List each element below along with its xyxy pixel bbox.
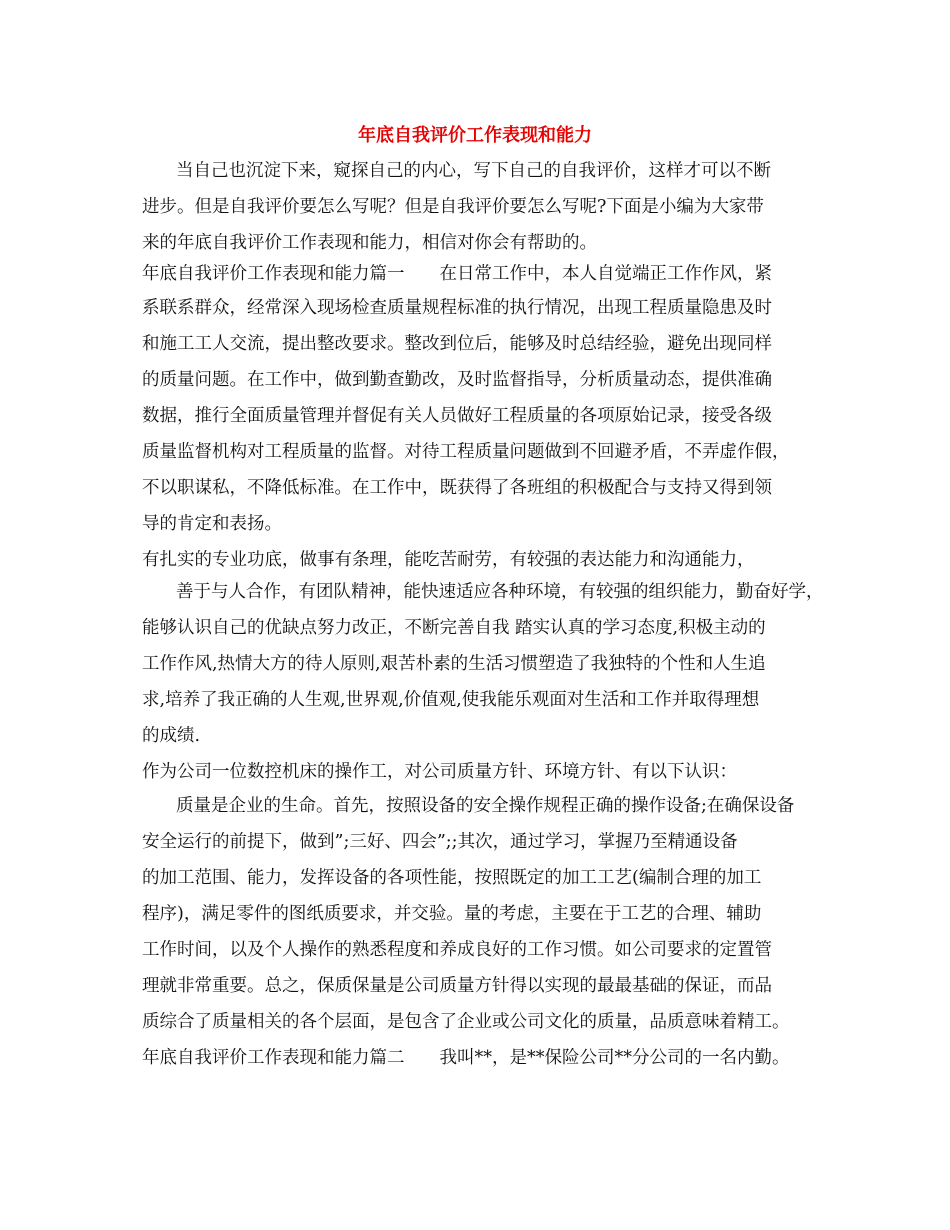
body-line: 当自己也沉淀下来，窥探自己的内心，写下自己的自我评价，这样才可以不断 <box>176 161 771 181</box>
body-line: 和施工工人交流，提出整改要求。整改到位后，能够及时总结经验，避免出现同样 <box>142 334 772 354</box>
body-line: 年底自我评价工作表现和能力篇一 在日常工作中，本人自觉端正工作作风，紧 <box>142 264 772 284</box>
body-line: 质量监督机构对工程质量的监督。对待工程质量问题做到不回避矛盾，不弄虚作假， <box>142 442 790 462</box>
body-line: 有扎实的专业功底，做事有条理，能吃苦耐劳，有较强的表达能力和沟通能力， <box>142 550 755 570</box>
body-line: 系联系群众，经常深入现场检查质量规程标准的执行情况，出现工程质量隐患及时 <box>142 298 772 318</box>
body-line: 的质量问题。在工作中，做到勤查勤改，及时监督指导，分析质量动态，提供准确 <box>142 370 772 390</box>
body-line: 安全运行的前提下，做到”;三好、四会”;;其次，通过学习，掌握乃至精通设备 <box>142 832 738 852</box>
body-line: 能够认识自己的优缺点努力改正，不断完善自我 踏实认真的学习态度,积极主动的 <box>142 618 766 638</box>
body-line: 求,培养了我正确的人生观,世界观,价值观,使我能乐观面对生活和工作并取得理想 <box>142 690 760 710</box>
body-line: 年底自我评价工作表现和能力篇二 我叫**，是**保险公司**分公司的一名内勤。 <box>142 1048 790 1068</box>
body-line: 来的年底自我评价工作表现和能力，相信对你会有帮助的。 <box>142 233 597 253</box>
body-line: 工作作风,热情大方的待人原则,艰苦朴素的生活习惯塑造了我独特的个性和人生追 <box>142 654 766 674</box>
body-line: 进步。但是自我评价要怎么写呢？但是自我评价要怎么写呢?下面是小编为大家带 <box>142 197 764 217</box>
body-line: 数据，推行全面质量管理并督促有关人员做好工程质量的各项原始记录，接受各级 <box>142 406 772 426</box>
body-line: 的加工范围、能力，发挥设备的各项性能，按照既定的加工工艺(编制合理的加工 <box>142 868 762 888</box>
body-line: 理就非常重要。总之，保质保量是公司质量方针得以实现的最最基础的保证，而品 <box>142 976 772 996</box>
body-line: 导的肯定和表扬。 <box>142 514 282 534</box>
body-line: 程序)，满足零件的图纸质要求，并交验。量的考虑，主要在于工艺的合理、辅助 <box>142 904 762 924</box>
body-line: 作为公司一位数控机床的操作工，对公司质量方针、环境方针、有以下认识： <box>142 762 737 782</box>
body-line: 不以职谋私，不降低标准。在工作中，既获得了各班组的积极配合与支持又得到领 <box>142 478 772 498</box>
body-line: 质量是企业的生命。首先，按照设备的安全操作规程正确的操作设备;在确保设备 <box>176 796 795 816</box>
document-title: 年底自我评价工作表现和能力 <box>358 125 592 146</box>
body-line: 质综合了质量相关的各个层面，是包含了企业或公司文化的质量，品质意味着精工。 <box>142 1012 790 1032</box>
body-line: 工作时间，以及个人操作的熟悉程度和养成良好的工作习惯。如公司要求的定置管 <box>142 940 772 960</box>
body-line: 的成绩. <box>142 726 201 746</box>
body-line: 善于与人合作，有团队精神，能快速适应各种环境，有较强的组织能力，勤奋好学， <box>176 582 824 602</box>
